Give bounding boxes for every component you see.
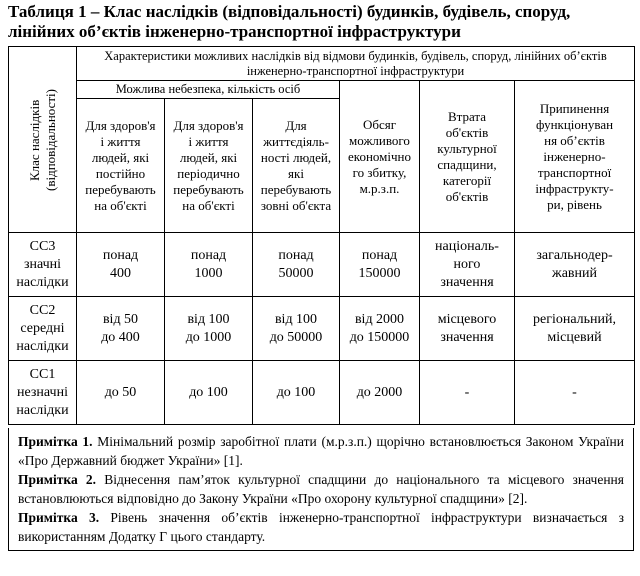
column-header-outside: Для життєдіяль- ності людей, які перебувають зовні об'єкта (253, 99, 340, 233)
class-header-cell (9, 47, 77, 233)
table-row-cc2 (9, 297, 635, 361)
consequence-class-table (8, 46, 635, 425)
value-cell: від 50 до 400 (77, 297, 165, 361)
value-cell: від 100 до 50000 (253, 297, 340, 361)
note-3 (18, 508, 624, 546)
characteristics-header: Характеристики можливих наслідків від відмови будинків, будівель, споруд, лінійних об’єктів інженерно-транспортної інфраструктури (77, 47, 635, 81)
column-header-permanent: Для здоров'я і життя людей, які постійно перебувають на об'єкті (77, 99, 165, 233)
value-cell: регіональний, місцевий (515, 297, 635, 361)
value-cell: до 2000 (340, 361, 420, 425)
value-cell: - (420, 361, 515, 425)
note-label: Примітка 3. (18, 510, 100, 525)
value-cell: - (515, 361, 635, 425)
value-cell: від 100 до 1000 (165, 297, 253, 361)
value-cell: національ- ного значення (420, 233, 515, 297)
note-text: Віднесення пам’яток культурної спадщини до національного та місцевого значення встановлюються відповідно до Закону України «Про охорону культурної спадщини» [2]. (18, 472, 624, 506)
note-1 (18, 432, 624, 470)
table-title: Таблиця 1 – Клас наслідків (відповідальності) будинків, будівель, споруд, лінійних об’єктів інженерно-транспортної інфраструктури (8, 2, 571, 41)
note-text: Рівень значення об’єктів інженерно-транспортної інфраструктури визначається з використанням Додатку Г цього стандарту. (18, 510, 624, 544)
class-cell: СС3 значні наслідки (9, 233, 77, 297)
value-cell: загальнодер- жавний (515, 233, 635, 297)
note-text: Мінімальний розмір заробітної плати (м.р.з.п.) щорічно встановлюється Законом України «Про Державний бюджет України» [1]. (18, 434, 624, 468)
value-cell: до 100 (165, 361, 253, 425)
value-cell: понад 50000 (253, 233, 340, 297)
class-cell: СС1 незначні наслідки (9, 361, 77, 425)
value-cell: понад 400 (77, 233, 165, 297)
value-cell: до 100 (253, 361, 340, 425)
danger-header: Можлива небезпека, кількість осіб (77, 81, 340, 99)
value-cell: понад 1000 (165, 233, 253, 297)
value-cell: від 2000 до 150000 (340, 297, 420, 361)
column-header-heritage: Втрата об'єктів культурної спадщини, категорії об'єктів (420, 81, 515, 233)
table-row-cc3 (9, 233, 635, 297)
notes-block (8, 428, 634, 551)
value-cell: понад 150000 (340, 233, 420, 297)
note-2 (18, 470, 624, 508)
value-cell: до 50 (77, 361, 165, 425)
column-header-periodic: Для здоров'я і життя людей, які періодично перебувають на об'єкті (165, 99, 253, 233)
note-label: Примітка 2. (18, 472, 97, 487)
table-row-cc1 (9, 361, 635, 425)
class-header: Клас наслідків (відповідальності) (26, 88, 58, 191)
value-cell: місцевого значення (420, 297, 515, 361)
column-header-infrastructure: Припинення функціонуван ня об’єктів інженерно- транспортної інфраструкту- ри, рівень (515, 81, 635, 233)
column-header-economic: Обсяг можливого економічно го збитку, м.р.з.п. (340, 81, 420, 233)
class-cell: СС2 середні наслідки (9, 297, 77, 361)
note-label: Примітка 1. (18, 434, 93, 449)
